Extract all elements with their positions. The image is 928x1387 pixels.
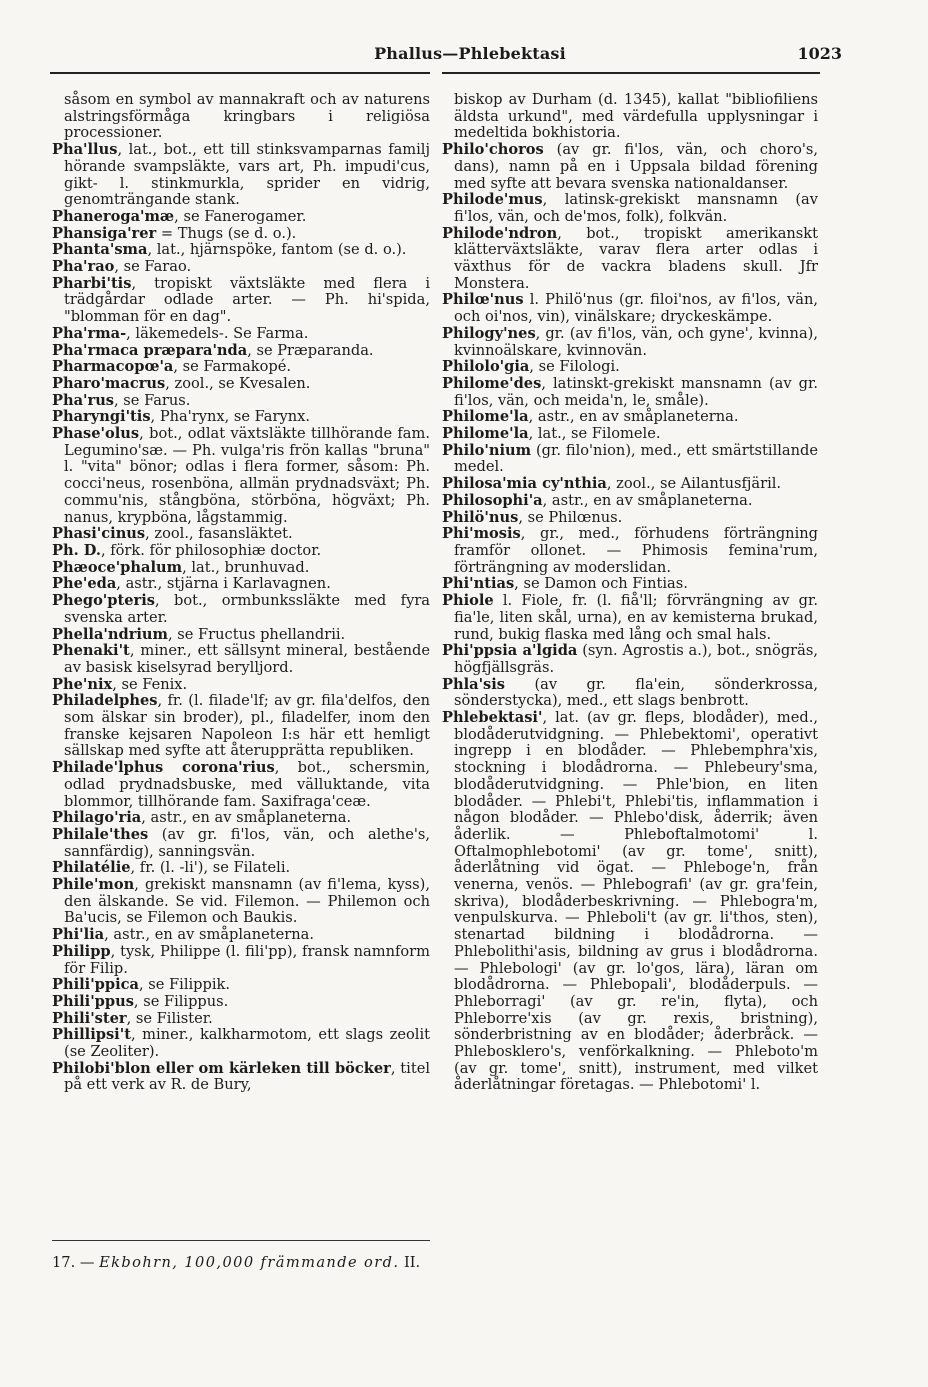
dictionary-entry: Philosophi'a, astr., en av småplaneterna. bbox=[442, 491, 753, 509]
footer-rule bbox=[52, 1240, 430, 1241]
headword: Philatélie bbox=[52, 859, 131, 877]
dictionary-entry: Philogy'nes, gr. (av fi'los, vän, och gyne', kvinna), kvinnoälskare, kvinnovän. bbox=[442, 324, 818, 359]
dictionary-entry: Phi'ppsia a'lgida (syn. Agrostis a.), bot., snögräs, högfjällsgräs. bbox=[442, 642, 818, 676]
headword: Pharo'macrus bbox=[52, 374, 166, 392]
headword: Phaneroga'mæ bbox=[52, 207, 175, 225]
headword: Philolo'gia bbox=[442, 358, 530, 376]
dictionary-entry: Phiole l. Fiole, fr. (l. fiå'll; förvrängning av gr. fia'le, liten skål, urna), en av kemisterna brukad, rund, bukig flaska med lång och smal hals. bbox=[442, 592, 818, 643]
dictionary-entry: Philode'ndron, bot., tropiskt amerikanskt klätterväxtsläkte, varav flera arter odlas i växthus för de vackra bladens skull. Jfr Monstera. bbox=[442, 224, 818, 292]
headword: Philö'nus bbox=[442, 508, 519, 526]
headword: Pha'rus bbox=[52, 391, 115, 409]
dictionary-entry: Pha'llus, lat., bot., ett till stinksvamparnas familj hörande svampsläkte, vars art, Ph. impudi'cus, gikt- l. stinkmurkla, sprider en vidrig, genomträngande stank. bbox=[52, 141, 430, 209]
headword: Phla'sis bbox=[442, 675, 506, 693]
headword: Philode'ndron bbox=[442, 224, 558, 242]
headword: Phase'olus bbox=[52, 425, 140, 443]
dictionary-entry: Pharbi'tis, tropiskt växtsläkte med flera i trädgårdar odlade arter. — Ph. hi'spida, "blomman för en dag". bbox=[52, 274, 430, 326]
dictionary-entry: Philome'la, lat., se Filomele. bbox=[442, 425, 661, 443]
headword: Philago'ria bbox=[52, 809, 142, 827]
headword: Phenaki't bbox=[52, 642, 130, 660]
dictionary-entry: Phenaki't, miner., ett sällsynt mineral, bestående av basisk kiselsyrad berylljord. bbox=[52, 642, 430, 676]
headword: Pharyngi'tis bbox=[52, 408, 151, 426]
dictionary-entry: Pharyngi'tis, Pha'rynx, se Farynx. bbox=[52, 408, 310, 426]
headword: Phili'ster bbox=[52, 1009, 127, 1027]
headword: Phi'lia bbox=[52, 926, 105, 944]
dictionary-entry: Phili'ppus, se Filippus. bbox=[52, 992, 229, 1010]
headword: Philome'la bbox=[442, 425, 529, 443]
dictionary-entry: Phla'sis (av gr. fla'ein, sönderkrossa, sönderstycka), med., ett slags benbrott. bbox=[442, 675, 818, 710]
headword: Phæoce'phalum bbox=[52, 558, 183, 576]
headword: Phanta'sma bbox=[52, 241, 148, 259]
headword: Philale'thes bbox=[52, 825, 149, 843]
dictionary-entry: Philome'des, latinskt-grekiskt mansnamn (av gr. fi'los, vän, och meida'n, le, småle). bbox=[442, 374, 818, 409]
dictionary-entry: Philö'nus, se Philœnus. bbox=[442, 508, 623, 526]
dictionary-entry: Phile'mon, grekiskt mansnamn (av fi'lema, kyss), den älskande. Se vid. Filemon. — Philemon och Ba'ucis, se Filemon och Baukis. bbox=[52, 876, 430, 927]
header-rule-left bbox=[50, 72, 430, 74]
running-header bbox=[50, 44, 842, 70]
dictionary-entry: Philolo'gia, se Filologi. bbox=[442, 358, 620, 376]
headword: Phe'eda bbox=[52, 575, 117, 593]
headword: Philosa'mia cy'nthia bbox=[442, 475, 607, 493]
headword: Pharbi'tis bbox=[52, 274, 132, 292]
signature-number: 17. — bbox=[52, 1254, 95, 1271]
headword: Phili'ppica bbox=[52, 976, 139, 994]
dictionary-entry: Philode'mus, latinsk-grekiskt mansnamn (av fi'los, vän, och de'mos, folk), folkvän. bbox=[442, 191, 818, 225]
dictionary-entry: biskop av Durham (d. 1345), kallat "bibliofiliens äldsta urkund", med värdefulla upplysningar i medeltida bokhistoria. bbox=[454, 91, 818, 142]
dictionary-entry: Philome'la, astr., en av småplaneterna. bbox=[442, 408, 739, 426]
headword: Philode'mus bbox=[442, 191, 543, 209]
dictionary-entry: Phili'ster, se Filister. bbox=[52, 1009, 213, 1027]
headword: Pha'llus bbox=[52, 141, 118, 159]
dictionary-entry: Phæoce'phalum, lat., brunhuvad. bbox=[52, 558, 310, 576]
page-title: Phallus—Phlebektasi bbox=[374, 44, 566, 63]
headword: Philome'la bbox=[442, 408, 529, 426]
headword: Pha'rma- bbox=[52, 324, 127, 342]
headword: Phlebektasi' bbox=[442, 709, 543, 727]
dictionary-entry: Philosa'mia cy'nthia, zool., se Ailantusfjäril. bbox=[442, 475, 782, 493]
headword: Philœ'nus bbox=[442, 291, 524, 309]
dictionary-entry: Philo'nium (gr. filo'nion), med., ett smärtstillande medel. bbox=[442, 441, 818, 476]
signature-line bbox=[52, 1254, 430, 1271]
headword: Phillipsi't bbox=[52, 1026, 131, 1044]
dictionary-entry: Philatélie, fr. (l. -li'), se Filateli. bbox=[52, 859, 291, 877]
dictionary-entry: Pha'rus, se Farus. bbox=[52, 391, 191, 409]
dictionary-entry: Phego'pteris, bot., ormbunkssläkte med fyra svenska arter. bbox=[52, 592, 430, 626]
headword: Philo'nium bbox=[442, 441, 532, 459]
dictionary-entry: Philœ'nus l. Philö'nus (gr. filoi'nos, av fi'los, vän, och oi'nos, vin), vinälskare; dryckeskämpe. bbox=[442, 291, 818, 326]
headword: Phi'ntias bbox=[442, 575, 515, 593]
dictionary-entry: Phili'ppica, se Filippik. bbox=[52, 976, 230, 994]
headword: Philobi'blon eller om kärleken till böcker bbox=[52, 1059, 391, 1077]
dictionary-entry: Phaneroga'mæ, se Fanerogamer. bbox=[52, 207, 307, 225]
dictionary-entry: Philago'ria, astr., en av småplaneterna. bbox=[52, 809, 352, 827]
headword: Philade'lphus corona'rius bbox=[52, 759, 275, 777]
headword: Philadelphes bbox=[52, 692, 158, 710]
header-rule-right bbox=[442, 72, 820, 74]
dictionary-entry: Pha'rao, se Farao. bbox=[52, 258, 192, 276]
right-column bbox=[442, 92, 818, 1094]
headword: Phi'mosis bbox=[442, 525, 521, 543]
dictionary-entry: Philadelphes, fr. (l. filade'lf; av gr. fila'delfos, den som älskar sin broder), pl., filadelfer, inom den franske kejsaren Napoleon I:s här ett hemligt sällskap med syfte att återupprätta republiken. bbox=[52, 692, 430, 760]
headword: Phi'ppsia a'lgida bbox=[442, 642, 578, 660]
headword: Phasi'cinus bbox=[52, 525, 146, 543]
dictionary-entry: Pharo'macrus, zool., se Kvesalen. bbox=[52, 374, 311, 392]
dictionary-entry: Phasi'cinus, zool., fasansläktet. bbox=[52, 525, 293, 543]
dictionary-entry: Pha'rma-, läkemedels-. Se Farma. bbox=[52, 324, 309, 342]
dictionary-entry: Phi'ntias, se Damon och Fintias. bbox=[442, 575, 688, 593]
book-title: Ekbohrn, 100,000 främmande ord. bbox=[99, 1254, 400, 1271]
dictionary-entry: Ph. D., förk. för philosophiæ doctor. bbox=[52, 541, 322, 559]
dictionary-entry: Philale'thes (av gr. fi'los, vän, och alethe's, sannfärdig), sanningsvän. bbox=[52, 825, 430, 860]
dictionary-entry: Phlebektasi', lat. (av gr. fleps, blodåder), med., blodåderutvidgning. — Phlebektomi', operativt ingrepp i en blodåder. — Phlebemphra'xis, stockning i blodådrorna. — Phlebeury'sma, blodåderutvidgning. — Phle'bion, en liten blodåder. — Phlebi't, Phlebi'tis, inflammation i någon blodåder. — Phlebo'disk, åderrik; även åderlik. — Phleboftalmotomi' l. Oftalmophlebotomi' (av gr. tome', snitt), åderlåtning vid ögat. — Phleboge'n, från venerna, venös. — Phlebografi' (av gr. gra'fein, skriva), blodåderbeskrivning. — Phlebogra'm, venpulskurva. — Phleboli't (av gr. li'thos, sten), stenartad bildning i blodådrorna. — Phlebolithi'asis, bildning av grus i blodådrorna. — Phlebologi' (av gr. lo'gos, lära), läran om blodådrorna. — Phlebopali', blodåderpuls. — Phleborragi' (av gr. re'in, flyta), och Phleborre'xis (av gr. rexis, bristning), sönderbristning av en blodåder; åderbråck. — Phlebosklero's, venförkalkning. — Phleboto'm (av gr. tome', snitt), instrument, med vilket åderlåtningar företagas. — Phlebotomi' l. bbox=[442, 709, 818, 1094]
dictionary-entry: Pharmacopœ'a, se Farmakopé. bbox=[52, 358, 292, 376]
headword: Philogy'nes bbox=[442, 324, 536, 342]
dictionary-entry: Phe'nix, se Fenix. bbox=[52, 675, 188, 693]
headword: Phansiga'rer bbox=[52, 224, 157, 242]
dictionary-entry: Phi'lia, astr., en av småplaneterna. bbox=[52, 926, 315, 944]
volume-number: II. bbox=[404, 1254, 421, 1271]
dictionary-entry: Phella'ndrium, se Fructus phellandrii. bbox=[52, 625, 346, 643]
headword: Pha'rmaca præpara'nda bbox=[52, 341, 248, 359]
dictionary-entry: Phe'eda, astr., stjärna i Karlavagnen. bbox=[52, 575, 331, 593]
dictionary-entry: Philobi'blon eller om kärleken till böcker, titel på ett verk av R. de Bury, bbox=[52, 1059, 431, 1094]
dictionary-entry: Philipp, tysk, Philippe (l. fili'pp), fransk namnform för Filip. bbox=[52, 942, 430, 977]
headword: Pha'rao bbox=[52, 258, 115, 276]
headword: Philome'des bbox=[442, 374, 542, 392]
headword: Phego'pteris bbox=[52, 592, 155, 610]
headword: Pharmacopœ'a bbox=[52, 358, 174, 376]
headword: Philosophi'a bbox=[442, 491, 543, 509]
dictionary-entry: Phillipsi't, miner., kalkharmotom, ett slags zeolit (se Zeoliter). bbox=[52, 1026, 430, 1061]
page-number: 1023 bbox=[797, 44, 842, 63]
dictionary-entry: Philade'lphus corona'rius, bot., schersmin, odlad prydnadsbuske, med välluktande, vita blommor, tillhörande fam. Saxifraga'ceæ. bbox=[52, 759, 430, 810]
dictionary-entry: Phi'mosis, gr., med., förhudens förträngning framför ollonet. — Phimosis femina'rum, förträngning av moderslidan. bbox=[442, 525, 818, 576]
headword: Philo'choros bbox=[442, 141, 544, 159]
headword: Phile'mon bbox=[52, 876, 135, 894]
headword: Phella'ndrium bbox=[52, 625, 168, 643]
dictionary-entry: Phansiga'rer = Thugs (se d. o.). bbox=[52, 224, 297, 242]
dictionary-entry: Phase'olus, bot., odlat växtsläkte tillhörande fam. Legumino'sæ. — Ph. vulga'ris frön kallas "bruna" l. "vita" bönor; odlas i flera former, såsom: Ph. cocci'neus, rosenböna, allmän prydnadsväxt; Ph. commu'nis, stångböna, störböna, högväxt; Ph. nanus, krypböna, lågstammig. bbox=[52, 425, 430, 526]
headword: Ph. D. bbox=[52, 541, 101, 559]
headword: Phili'ppus bbox=[52, 992, 134, 1010]
dictionary-entry: såsom en symbol av mannakraft och av naturens alstringsförmåga kringbars i religiösa processioner. bbox=[64, 91, 430, 142]
left-column bbox=[52, 92, 430, 1094]
dictionary-entry: Philo'choros (av gr. fi'los, vän, och choro's, dans), namn på en i Uppsala bildad förening med syfte att bevara svenska nationaldanser. bbox=[442, 141, 818, 192]
headword: Phiole bbox=[442, 592, 494, 610]
headword: Philipp bbox=[52, 942, 111, 960]
dictionary-entry: Pha'rmaca præpara'nda, se Præparanda. bbox=[52, 341, 374, 359]
headword: Phe'nix bbox=[52, 675, 113, 693]
dictionary-entry: Phanta'sma, lat., hjärnspöke, fantom (se d. o.). bbox=[52, 241, 407, 259]
